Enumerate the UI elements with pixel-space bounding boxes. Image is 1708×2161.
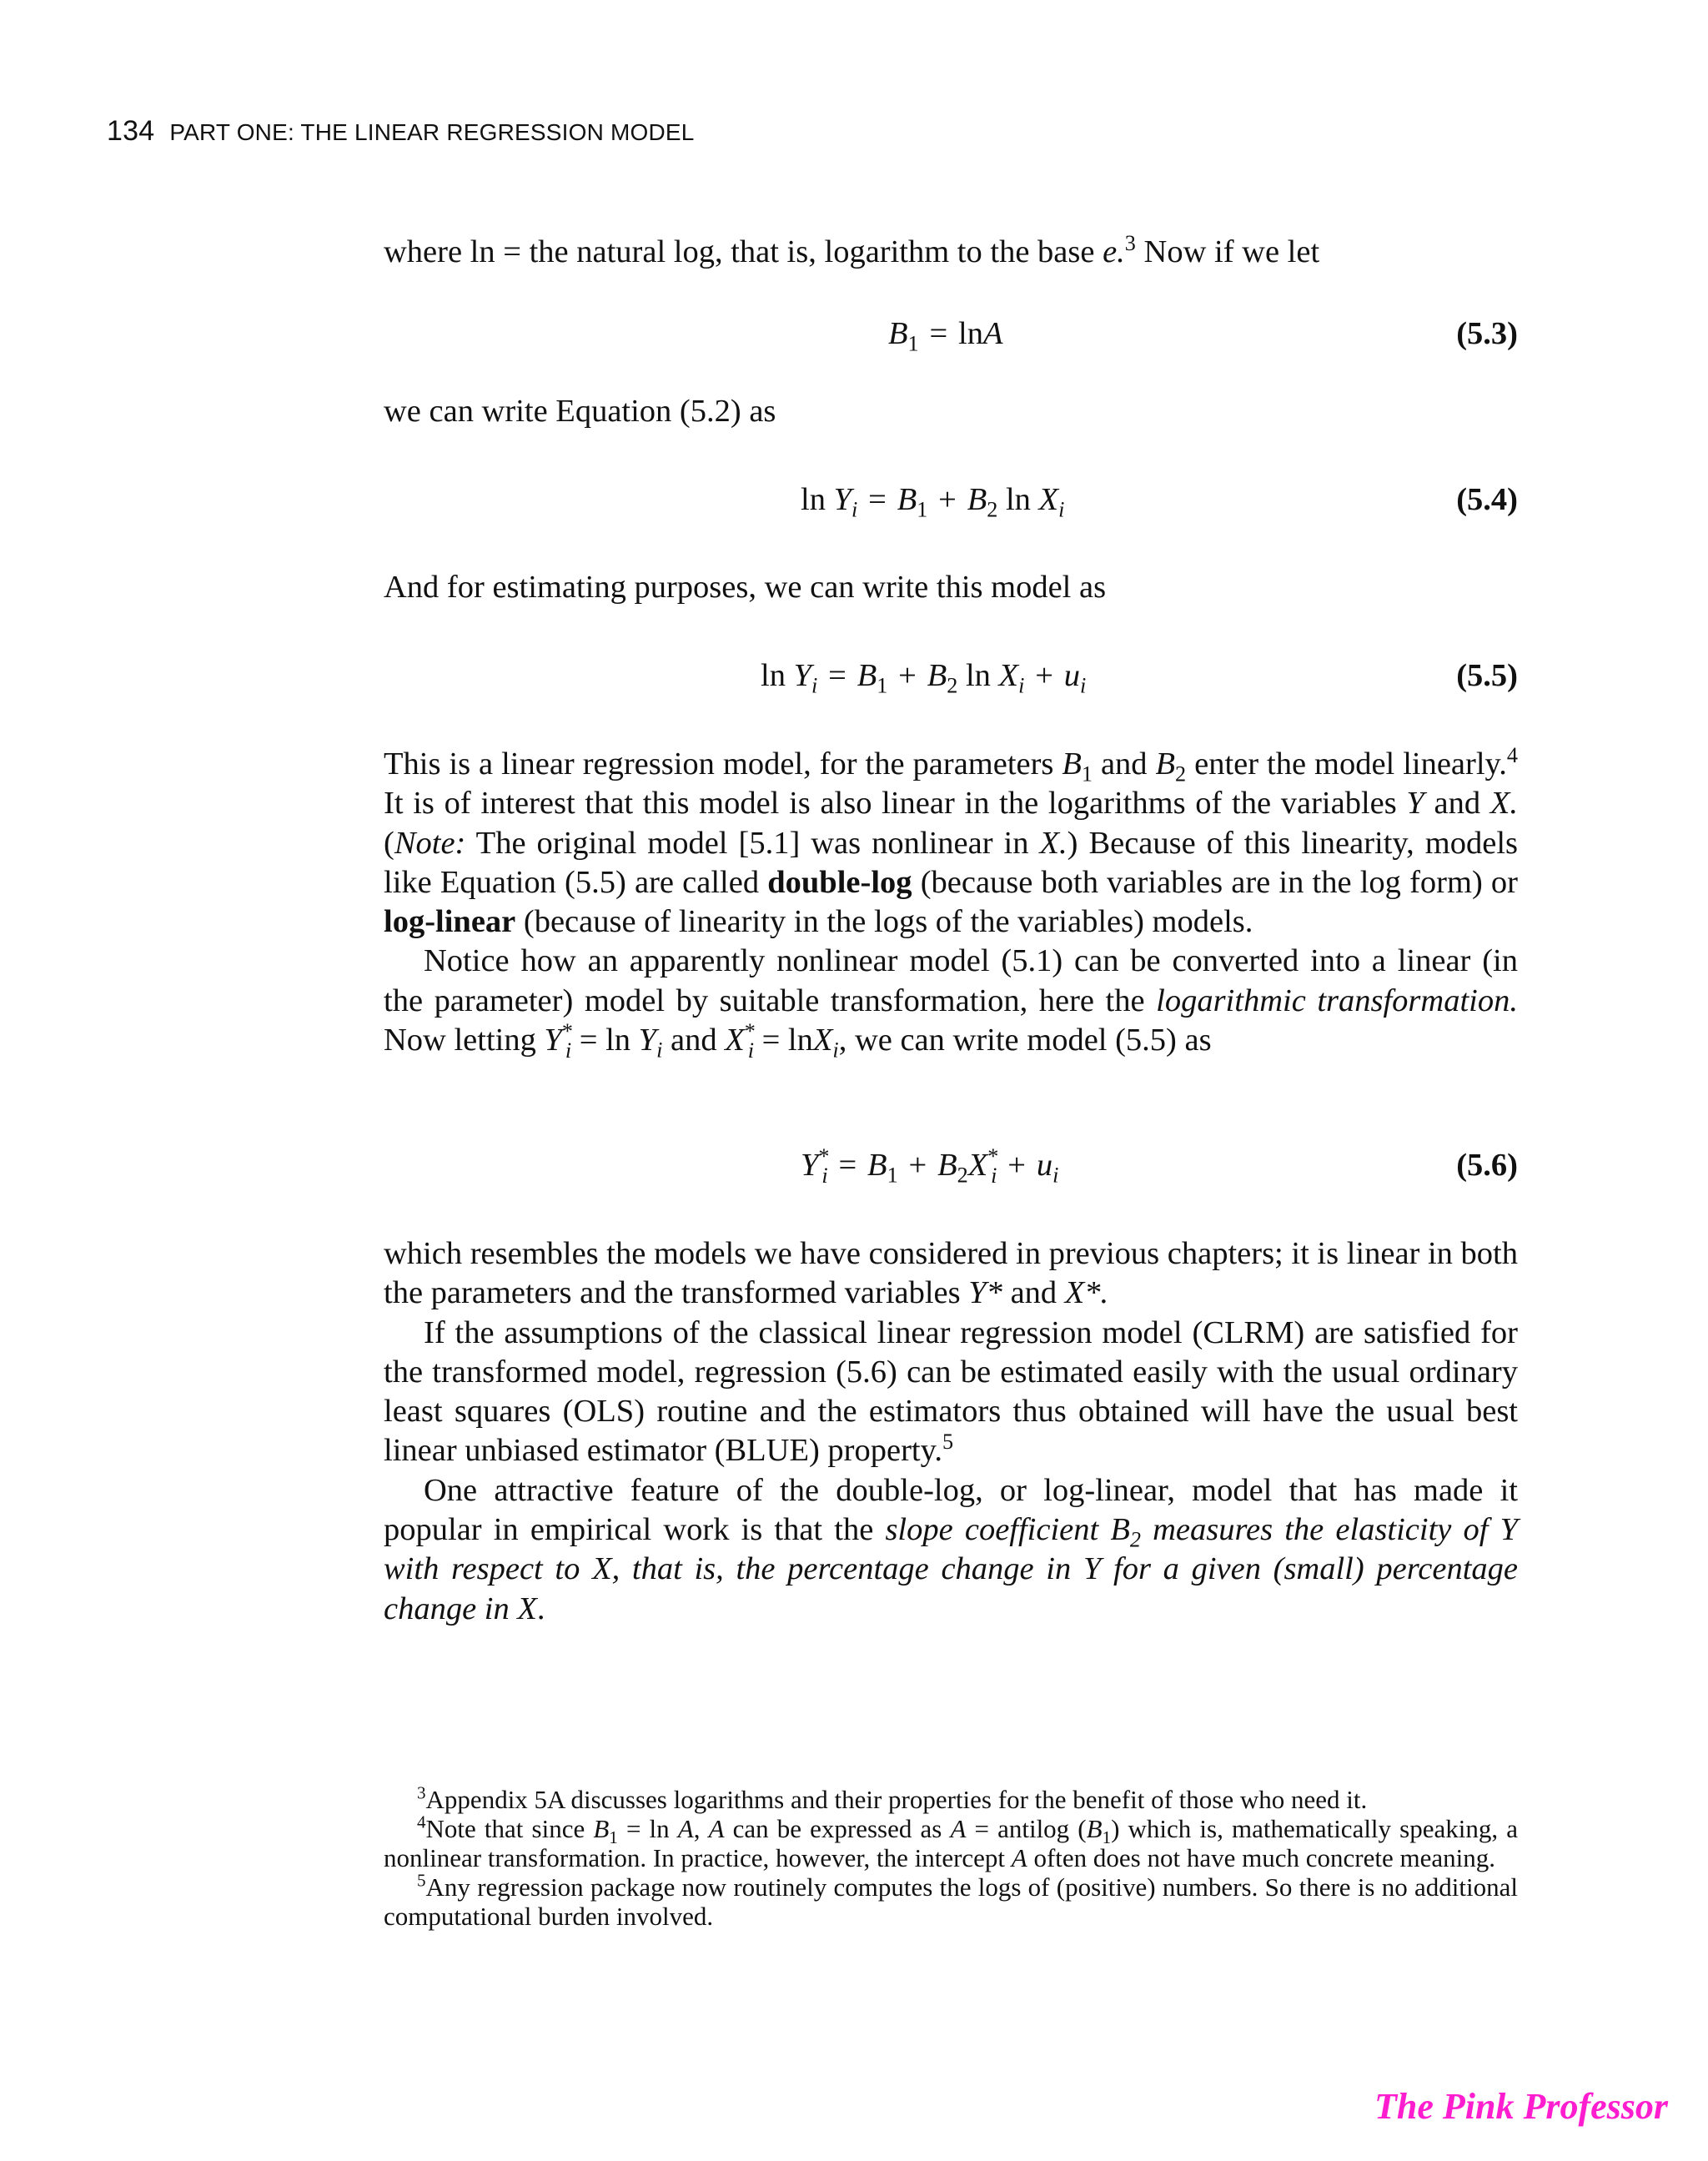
main-text-block-2	[384, 1234, 1518, 1629]
equation-number: (5.4)	[1456, 482, 1518, 517]
paragraph: Notice how an apparently nonlinear model (5.1) can be converted into a linear (in the parameter) model by suitable transformation, here the logarithmic transformation. Now letting $Y^*_i = \ln Y_i$ and $X^*_i = \ln X_i$, we can write model (5.5) as	[384, 943, 1518, 1063]
footnote-ref-3: 3	[1124, 231, 1136, 256]
footnote-4: $^4$Note that since $B_1 = \ln A$, A can be expressed as A = antilog $(B_1)$ which is, mathematically speaking, a nonlinear transformation. In practice, however, the intercept A often does not have much concrete meaning.	[384, 1812, 1518, 1872]
intro-line: where ln = the natural log, that is, logarithm to the base e.$^3$ Now if we let	[384, 231, 1320, 269]
footnote-ref-4: 4	[1506, 743, 1518, 768]
footnote-3: $^3$Appendix 5A discusses logarithms and their properties for the benefit of those who need it.	[417, 1782, 1368, 1814]
term-log-linear: log-linear	[384, 904, 516, 940]
running-head	[107, 115, 695, 148]
paragraph: One attractive feature of the double-log, or log-linear, model that has made it popular in empirical work is that the slope coefficient $B_2$ measures the elasticity of Y with respect to X, that is, the percentage change in Y for a given (small) percentage change in X.	[384, 1472, 1519, 1626]
equation-number: (5.3)	[1456, 316, 1518, 351]
footnotes	[384, 1782, 1518, 1931]
term-double-log: double-log	[767, 864, 912, 900]
paragraph: This is a linear regression model, for the parameters $B_1$ and $B_2$ enter the model linearly.$^4$ It is of interest that this model is also linear in the logarithms of the variables Y and X. (Note: The original model [5.1] was nonlinear in X.) Because of this linearity, models like Equation (5.5) are called double-log (because both variables are in the log form) or log-linear (because of linearity in the logs of the variables) models.	[384, 743, 1519, 940]
watermark: The Pink Professor	[1374, 2086, 1668, 2127]
equation-5-4: $\ln Y_i$ = $B_1$ + $B_2$ $\ln X_i$ (5.4)	[801, 482, 1518, 522]
footnote-5: $^5$Any regression package now routinely computes the logs of (positive) numbers. So there is no additional computational burden involved.	[384, 1870, 1518, 1931]
paragraph: we can write Equation (5.2) as	[384, 394, 776, 429]
equation-number: (5.5)	[1456, 658, 1518, 693]
equation-5-3: $B_1$ = lnA (5.3)	[888, 316, 1518, 356]
equation-5-6: $Y^*_i$ = $B_1$ + $B_2X^*_i$ + $u_i$ (5.6)	[801, 1144, 1518, 1188]
footnote-ref-5: 5	[942, 1430, 954, 1455]
equation-number: (5.6)	[1456, 1148, 1518, 1183]
running-title: PART ONE: THE LINEAR REGRESSION MODEL	[169, 119, 695, 145]
paragraph: which resembles the models we have considered in previous chapters; it is linear in both the parameters and the transformed variables Y* and X*.	[384, 1236, 1518, 1311]
page-number: 134	[107, 115, 155, 147]
main-text-block	[384, 743, 1519, 1063]
paragraph: If the assumptions of the classical linear regression model (CLRM) are satisfied for the transformed model, regression (5.6) can be estimated easily with the usual ordinary least squares (OLS) routine and the estimators thus obtained will have the usual best linear unbiased estimator (BLUE) property.$^5$	[384, 1314, 1518, 1469]
equation-5-5: $\ln Y_i$ = $B_1$ + $B_2$ $\ln X_i$ + $u_i$ (5.5)	[761, 658, 1518, 698]
paragraph: And for estimating purposes, we can write this model as	[384, 570, 1107, 605]
